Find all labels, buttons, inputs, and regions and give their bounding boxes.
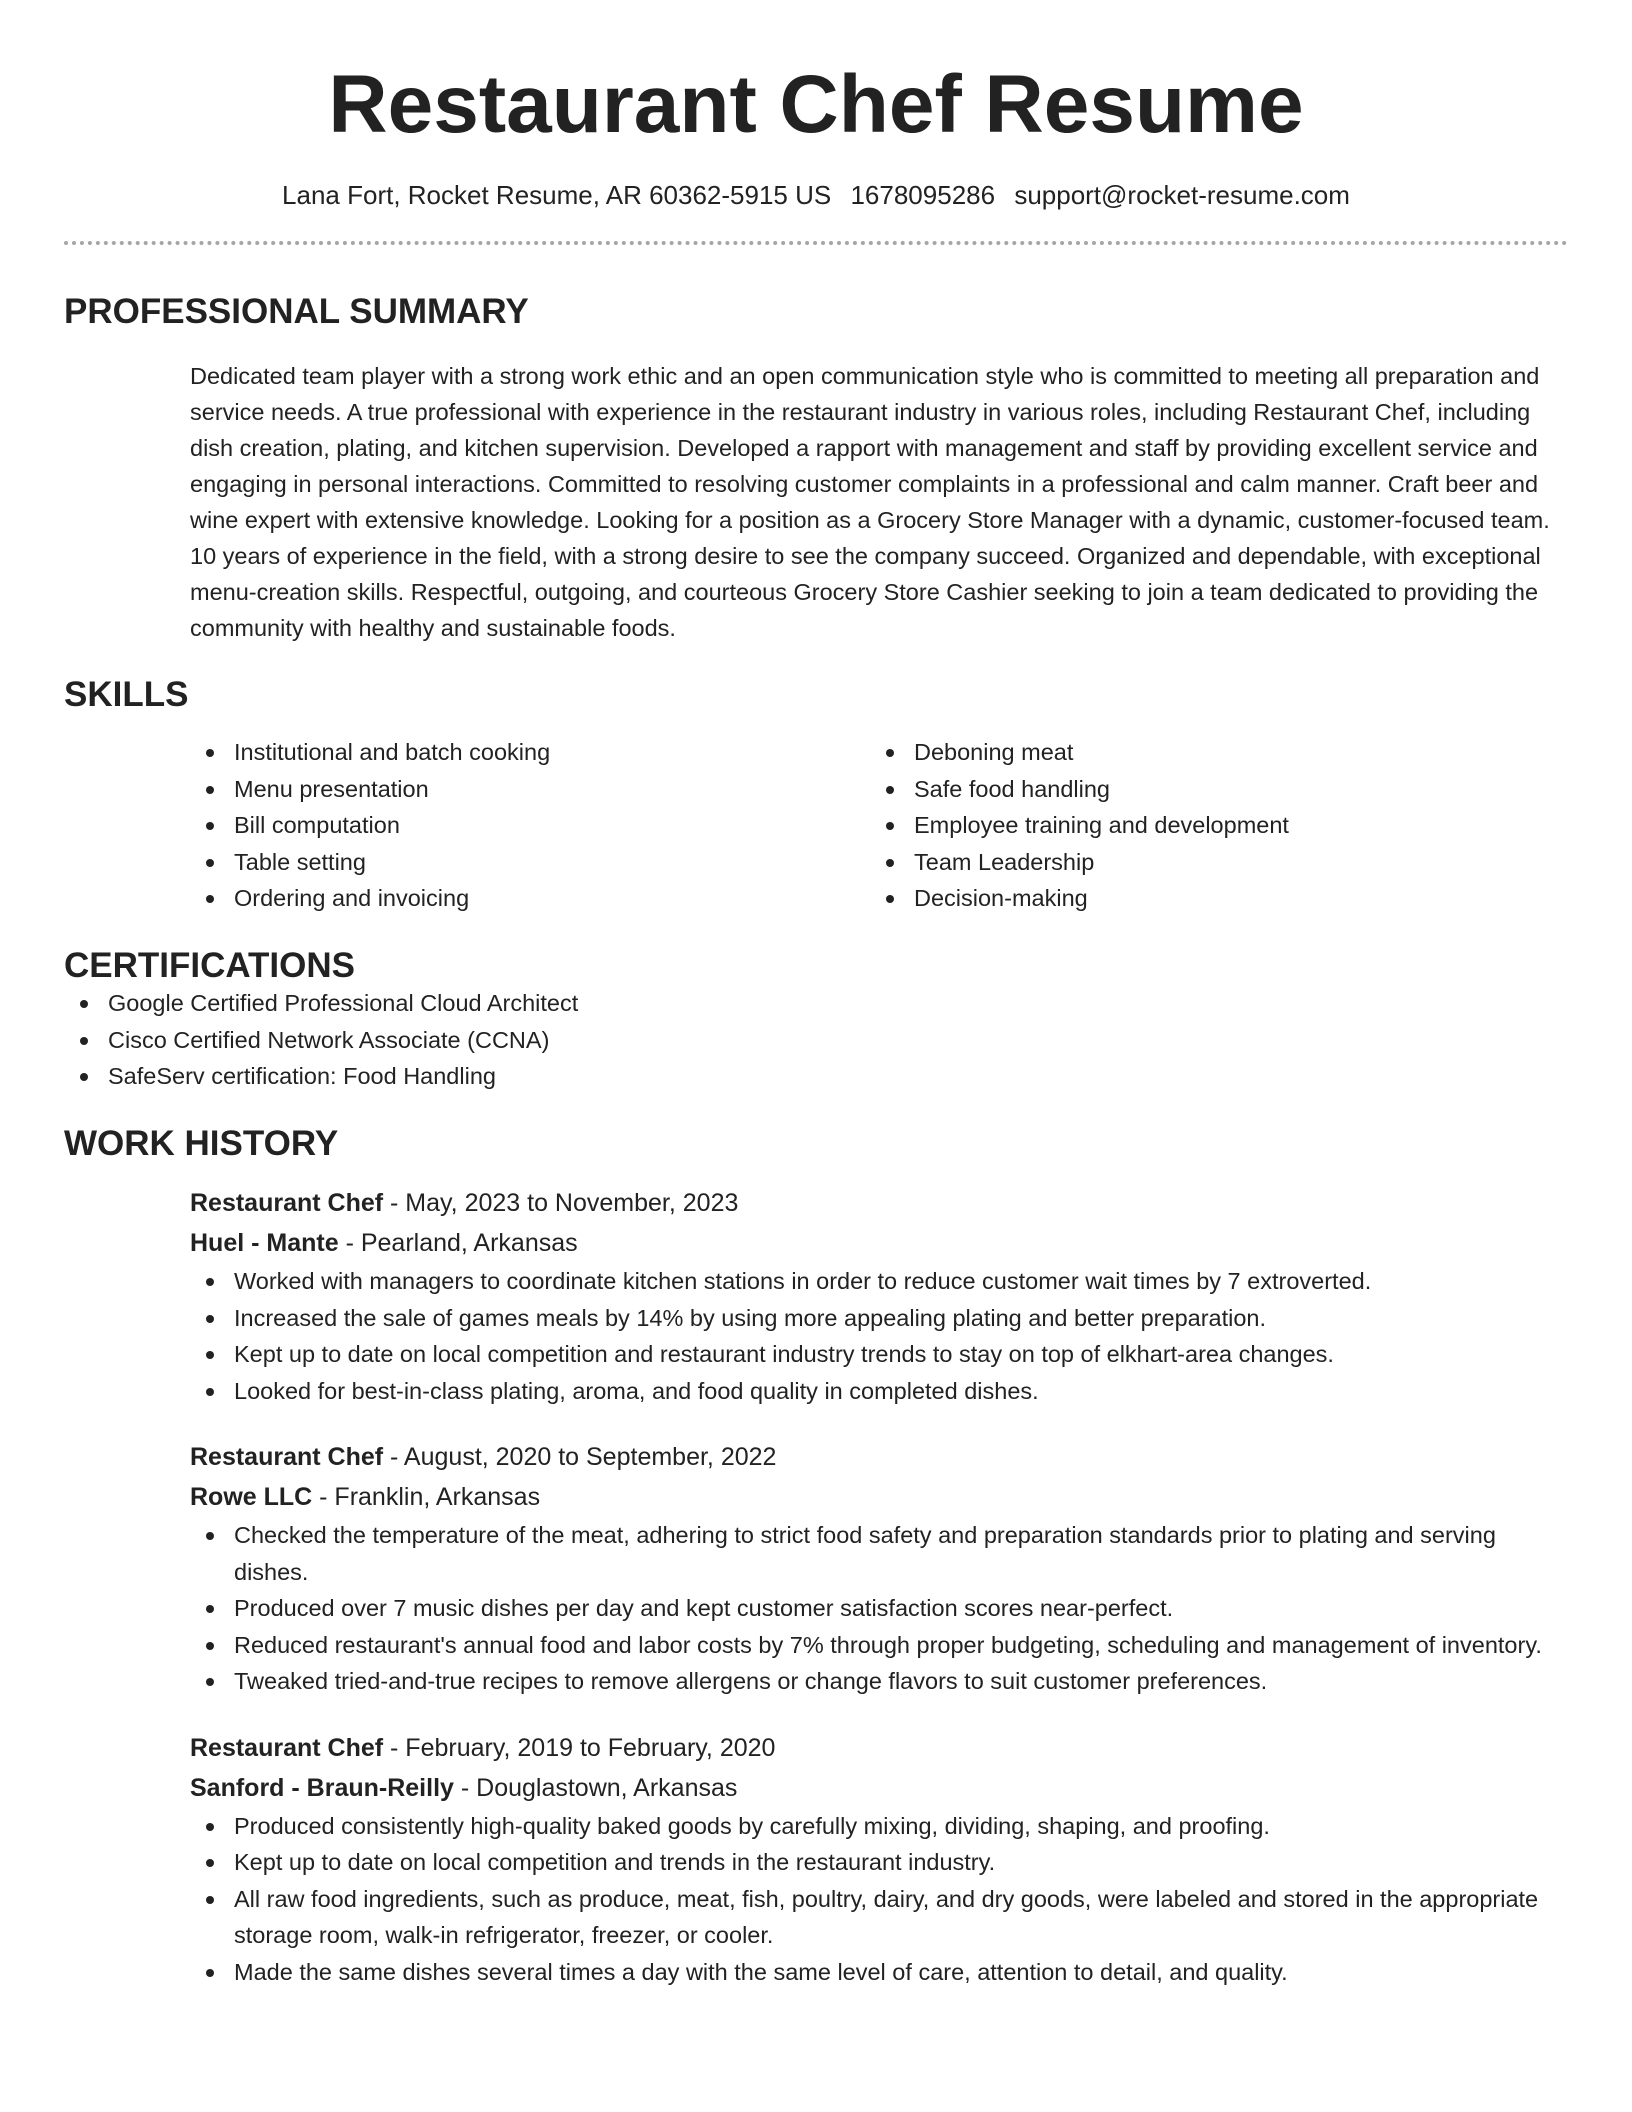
job-company: Sanford - Braun-Reilly xyxy=(190,1773,454,1802)
job-location: - Pearland, Arkansas xyxy=(338,1229,578,1257)
job-title: Restaurant Chef xyxy=(190,1733,384,1762)
job-title: Restaurant Chef xyxy=(190,1189,384,1217)
job-company: Rowe LLC xyxy=(190,1483,313,1511)
work-history-heading: WORK HISTORY xyxy=(64,1123,339,1163)
job-bullets xyxy=(190,1808,1568,1991)
skill-item: Menu presentation xyxy=(190,771,870,808)
skill-item: Team Leadership xyxy=(870,844,1550,881)
job-bullet: All raw food ingredients, such as produce, meat, fish, poultry, dairy, and dry goods, were labeled and stored in the appropriate storage room, walk-in refrigerator, freezer, or cooler. xyxy=(190,1881,1568,1954)
summary-text: Dedicated team player with a strong work ethic and an open communication style who is committed to meeting all preparation and service needs. A true professional with experience in the restaurant industry in various roles, including Restaurant Chef, including dish creation, plating, and kitchen supervision. Developed a rapport with management and staff by providing excellent service and engaging in personal interactions. Committed to resolving customer complaints in a professional and calm manner. Craft beer and wine expert with extensive knowledge. Looking for a position as a Grocery Store Manager with a dynamic, customer-focused team. 10 years of experience in the field, with a strong desire to see the company succeed. Organized and dependable, with exceptional menu-creation skills. Respectful, outgoing, and courteous Grocery Store Cashier seeking to join a team dedicated to providing the community with healthy and sustainable foods. xyxy=(190,362,1550,641)
job-company-line xyxy=(190,1768,1568,1808)
job-bullets xyxy=(190,1263,1568,1409)
job-location: - Douglastown, Arkansas xyxy=(453,1773,738,1802)
skill-item: Table setting xyxy=(190,844,870,881)
job-title-line xyxy=(190,1437,1568,1477)
skill-item: Bill computation xyxy=(190,807,870,844)
skills-list-left xyxy=(190,734,870,917)
job-bullet: Looked for best-in-class plating, aroma, and food quality in completed dishes. xyxy=(190,1373,1568,1410)
job-location: - Franklin, Arkansas xyxy=(312,1483,541,1511)
job-bullet: Kept up to date on local competition and trends in the restaurant industry. xyxy=(190,1844,1568,1881)
certifications-section xyxy=(64,947,1568,1095)
skills-columns xyxy=(190,734,1568,917)
job-title: Restaurant Chef xyxy=(190,1443,384,1471)
job-bullet: Made the same dishes several times a day with the same level of care, attention to detail, and quality. xyxy=(190,1954,1568,1991)
job-bullet: Produced consistently high-quality baked goods by carefully mixing, dividing, shaping, and proofing. xyxy=(190,1808,1568,1845)
skills-heading: SKILLS xyxy=(64,674,189,714)
skills-column-left xyxy=(190,734,870,917)
job-title-line xyxy=(190,1728,1568,1768)
certification-item: Cisco Certified Network Associate (CCNA) xyxy=(64,1022,1568,1059)
job-entry xyxy=(190,1183,1568,1409)
job-company: Huel - Mante xyxy=(190,1229,339,1257)
contact-line xyxy=(64,180,1568,211)
skill-item: Institutional and batch cooking xyxy=(190,734,870,771)
certifications-list xyxy=(64,985,1568,1095)
certification-item: SafeServ certification: Food Handling xyxy=(64,1058,1568,1095)
job-bullets xyxy=(190,1517,1568,1700)
job-title-line xyxy=(190,1183,1568,1223)
contact-phone: 1678095286 xyxy=(850,180,996,210)
resume-title: Restaurant Chef Resume xyxy=(328,59,1304,150)
job-entry xyxy=(190,1437,1568,1700)
job-company-line xyxy=(190,1223,1568,1263)
contact-email: support@rocket-resume.com xyxy=(1014,180,1350,210)
job-dates: - February, 2019 to February, 2020 xyxy=(383,1733,776,1762)
job-bullet: Worked with managers to coordinate kitchen stations in order to reduce customer wait times by 7 extroverted. xyxy=(190,1263,1568,1300)
job-bullet: Tweaked tried-and-true recipes to remove allergens or change flavors to suit customer preferences. xyxy=(190,1663,1568,1700)
skill-item: Ordering and invoicing xyxy=(190,880,870,917)
job-bullet: Checked the temperature of the meat, adhering to strict food safety and preparation standards prior to plating and serving dishes. xyxy=(190,1517,1568,1590)
certification-item: Google Certified Professional Cloud Architect xyxy=(64,985,1568,1022)
summary-heading: PROFESSIONAL SUMMARY xyxy=(64,292,529,331)
contact-address: Lana Fort, Rocket Resume, AR 60362-5915 US xyxy=(282,180,832,210)
certifications-heading: CERTIFICATIONS xyxy=(64,945,356,985)
summary-section xyxy=(64,293,1568,646)
skills-list-right xyxy=(870,734,1550,917)
skill-item: Employee training and development xyxy=(870,807,1550,844)
skill-item: Decision-making xyxy=(870,880,1550,917)
job-bullet: Kept up to date on local competition and restaurant industry trends to stay on top of elkhart-area changes. xyxy=(190,1336,1568,1373)
skill-item: Safe food handling xyxy=(870,771,1550,808)
job-dates: - May, 2023 to November, 2023 xyxy=(383,1189,739,1217)
job-bullet: Reduced restaurant's annual food and labor costs by 7% through proper budgeting, scheduling and management of inventory. xyxy=(190,1627,1568,1664)
skills-column-right xyxy=(870,734,1550,917)
header-divider xyxy=(64,241,1568,245)
job-bullet: Increased the sale of games meals by 14% by using more appealing plating and better preparation. xyxy=(190,1300,1568,1337)
skills-section xyxy=(64,676,1568,917)
job-dates: - August, 2020 to September, 2022 xyxy=(383,1443,777,1471)
job-bullet: Produced over 7 music dishes per day and kept customer satisfaction scores near-perfect. xyxy=(190,1590,1568,1627)
skill-item: Deboning meat xyxy=(870,734,1550,771)
job-company-line xyxy=(190,1477,1568,1517)
work-history-section xyxy=(64,1125,1568,1991)
job-entry xyxy=(190,1728,1568,1991)
